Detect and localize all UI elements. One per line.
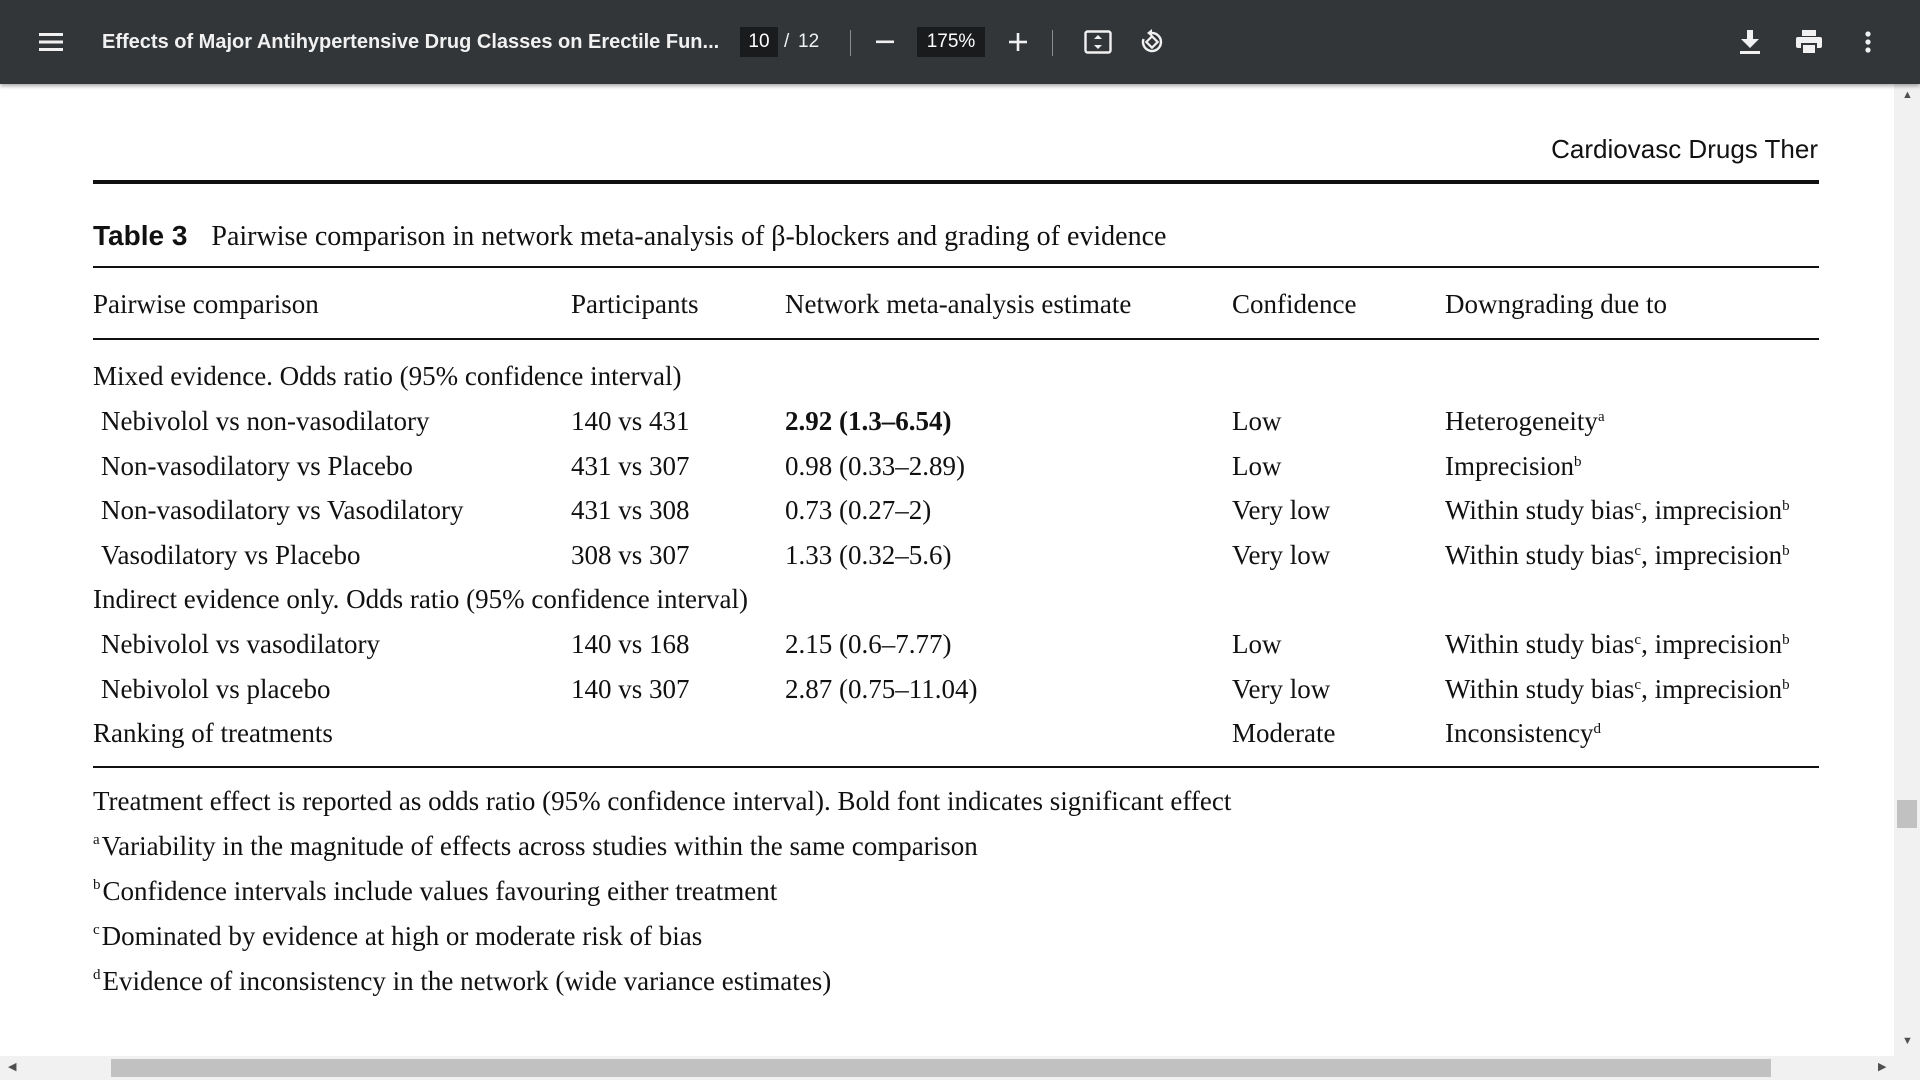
footnote-a: $^a$Variability in the magnitude of effects across studies within the same comparison	[93, 831, 978, 861]
ranking-downgrading: Inconsistency$^d$	[1445, 718, 1601, 748]
download-icon[interactable]	[1733, 22, 1767, 62]
row-participants: 140 vs 431	[571, 406, 690, 436]
horizontal-scroll-thumb[interactable]	[111, 1059, 1771, 1077]
section-indirect-evidence: Indirect evidence only. Odds ratio (95% confidence interval)	[93, 584, 748, 614]
header-downgrading: Downgrading due to	[1445, 289, 1667, 319]
vertical-scrollbar[interactable]	[1894, 84, 1920, 1056]
row-confidence: Low	[1232, 406, 1282, 436]
minus-icon[interactable]	[870, 22, 900, 62]
row-participants: 308 vs 307	[571, 540, 690, 570]
scroll-up-arrow-icon[interactable]: ▲	[1902, 89, 1913, 101]
footnote-main: Treatment effect is reported as odds ratio (95% confidence interval). Bold font indicates significant effect	[93, 786, 1232, 816]
row-confidence: Very low	[1232, 495, 1331, 525]
toolbar-divider	[850, 30, 851, 56]
header-confidence: Confidence	[1232, 289, 1357, 319]
header-participants: Participants	[571, 289, 699, 319]
plus-icon[interactable]	[1003, 22, 1033, 62]
more-vert-icon[interactable]	[1856, 22, 1880, 62]
rotate-icon[interactable]	[1134, 22, 1170, 62]
menu-icon[interactable]	[34, 22, 68, 62]
row-confidence: Low	[1232, 451, 1282, 481]
table-top-rule	[93, 266, 1819, 268]
row-comparison: Vasodilatory vs Placebo	[101, 540, 361, 570]
scroll-left-arrow-icon[interactable]: ◀	[8, 1061, 17, 1073]
toolbar-divider	[1052, 30, 1053, 56]
table-title: Pairwise comparison in network meta-analysis of β-blockers and grading of evidence	[211, 221, 1167, 252]
header-bottom-rule	[93, 338, 1819, 340]
row-downgrading: Within study bias$^c$, imprecision$^b$	[1445, 629, 1790, 659]
page-number-input[interactable]	[740, 27, 778, 57]
row-participants: 431 vs 308	[571, 495, 690, 525]
document-viewport[interactable]	[0, 84, 1894, 1056]
table-bottom-rule	[93, 766, 1819, 768]
ranking-confidence: Moderate	[1232, 718, 1336, 748]
row-confidence: Very low	[1232, 540, 1331, 570]
row-confidence: Low	[1232, 629, 1282, 659]
row-comparison: Non-vasodilatory vs Placebo	[101, 451, 413, 481]
header-estimate: Network meta-analysis estimate	[785, 289, 1132, 319]
row-participants: 140 vs 307	[571, 674, 690, 704]
scroll-right-arrow-icon[interactable]: ▶	[1878, 1061, 1887, 1073]
journal-name: Cardiovasc Drugs Ther	[1551, 134, 1818, 164]
row-comparison: Non-vasodilatory vs Vasodilatory	[101, 495, 464, 525]
section-ranking: Ranking of treatments	[93, 718, 333, 748]
pdf-toolbar	[0, 0, 1920, 84]
footnote-c: $^c$Dominated by evidence at high or moderate risk of bias	[93, 921, 703, 951]
row-participants: 140 vs 168	[571, 629, 690, 659]
row-estimate: 1.33 (0.32–5.6)	[785, 540, 952, 570]
footnote-d: $^d$Evidence of inconsistency in the network (wide variance estimates)	[93, 966, 832, 996]
zoom-input[interactable]	[917, 27, 985, 57]
row-estimate: 2.15 (0.6–7.77)	[785, 629, 952, 659]
section-mixed-evidence: Mixed evidence. Odds ratio (95% confidence interval)	[93, 361, 682, 391]
row-estimate: 2.92 (1.3–6.54)	[785, 406, 952, 436]
footnote-b: $^b$Confidence intervals include values favouring either treatment	[93, 876, 778, 906]
fit-page-icon[interactable]	[1081, 22, 1115, 62]
row-participants: 431 vs 307	[571, 451, 690, 481]
pdf-page	[0, 84, 1894, 1056]
document-title: Effects of Major Antihypertensive Drug Classes on Erectile Fun...	[102, 31, 720, 53]
header-pairwise: Pairwise comparison	[93, 289, 319, 319]
row-confidence: Very low	[1232, 674, 1331, 704]
row-comparison: Nebivolol vs non-vasodilatory	[101, 406, 430, 436]
row-downgrading: Within study bias$^c$, imprecision$^b$	[1445, 674, 1790, 704]
row-downgrading: Imprecision$^b$	[1445, 451, 1582, 481]
header-rule	[93, 180, 1819, 184]
page-total: 12	[798, 31, 820, 52]
row-downgrading: Within study bias$^c$, imprecision$^b$	[1445, 540, 1790, 570]
row-comparison: Nebivolol vs placebo	[101, 674, 331, 704]
row-downgrading: Within study bias$^c$, imprecision$^b$	[1445, 495, 1790, 525]
row-downgrading: Heterogeneity$^a$	[1445, 406, 1605, 436]
table-label: Table 3	[93, 220, 188, 251]
page-separator: /	[784, 31, 790, 52]
vertical-scroll-thumb[interactable]	[1897, 800, 1917, 828]
scroll-down-arrow-icon[interactable]: ▼	[1902, 1035, 1913, 1047]
row-comparison: Nebivolol vs vasodilatory	[101, 629, 380, 659]
row-estimate: 0.73 (0.27–2)	[785, 495, 932, 525]
print-icon[interactable]	[1792, 22, 1826, 62]
row-estimate: 2.87 (0.75–11.04)	[785, 674, 978, 704]
table-caption	[93, 220, 1166, 253]
row-estimate: 0.98 (0.33–2.89)	[785, 451, 965, 481]
